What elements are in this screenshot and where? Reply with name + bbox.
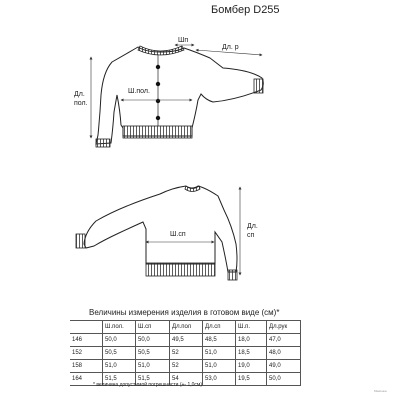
table-cell: 18,0 (236, 334, 267, 347)
back-hem-band (146, 263, 215, 276)
header-cell: Дл.сп (203, 321, 236, 334)
front-length-label (74, 91, 88, 107)
table-cell: 48,0 (267, 347, 301, 360)
header-cell: Ш.п. (236, 321, 267, 334)
size-cell: 158 (70, 360, 103, 373)
watermark: Мякишка (374, 389, 387, 393)
front-button (156, 116, 160, 120)
back-length-label-line2: сп (247, 232, 255, 239)
back-length-label (247, 223, 260, 239)
table-cell: 49,0 (267, 360, 301, 373)
back-view (76, 186, 260, 280)
table-header-row (70, 321, 301, 334)
table-cell: 48,5 (203, 334, 236, 347)
front-hem-band (123, 126, 192, 138)
front-length-label-line2: пол. (74, 100, 88, 107)
table-cell: 50,0 (136, 334, 170, 347)
header-cell (70, 321, 103, 334)
table-cell: 54 (170, 373, 203, 386)
table-cell: 51,0 (103, 360, 136, 373)
table-title: Величины измерения изделия в готовом виде (см)* (89, 308, 280, 317)
size-table (70, 320, 301, 386)
table-cell: 18,5 (236, 347, 267, 360)
back-chest-label: Ш.сп (170, 231, 186, 238)
table-cell: 19,5 (236, 373, 267, 386)
back-left-cuff (76, 234, 85, 248)
table-cell: 51,5 (136, 373, 170, 386)
table-cell: 47,0 (267, 334, 301, 347)
header-cell: Ш.пол. (103, 321, 136, 334)
collar-measure-label: Шп (178, 37, 189, 44)
size-cell: 164 (70, 373, 103, 386)
front-length-label-line1: Дл. (74, 91, 85, 98)
table-cell: 50,5 (103, 347, 136, 360)
front-button (156, 82, 160, 86)
table-cell: 51,0 (203, 347, 236, 360)
front-left-cuff (96, 139, 110, 147)
table-cell: 53,0 (203, 373, 236, 386)
front-button (156, 99, 160, 103)
header-cell: Ш.сп (136, 321, 170, 334)
size-cell: 152 (70, 347, 103, 360)
table-row (70, 347, 301, 360)
table-cell: 50,5 (136, 347, 170, 360)
table-cell: 51,5 (103, 373, 136, 386)
table-cell: 52 (170, 347, 203, 360)
front-chest-label: Ш.пол. (128, 88, 150, 95)
page-title: Бомбер D255 (211, 4, 280, 16)
sleeve-measure-label: Дл. р (222, 44, 239, 51)
front-view (74, 37, 263, 147)
back-length-label-line1: Дл. (247, 223, 258, 230)
table-cell: 50,0 (103, 334, 136, 347)
table-cell: 52 (170, 360, 203, 373)
back-right-cuff (228, 270, 237, 280)
table-row (70, 334, 301, 347)
table-cell: 51,0 (136, 360, 170, 373)
table-row (70, 360, 301, 373)
front-right-cuff (254, 79, 263, 93)
table-cell: 19,0 (236, 360, 267, 373)
back-body-outline (84, 186, 237, 272)
table-cell: 51,0 (203, 360, 236, 373)
size-cell: 146 (70, 334, 103, 347)
table-cell: 50,0 (267, 373, 301, 386)
header-cell: Дл.пол (170, 321, 203, 334)
table-note: * величина допустимой погрешности (+- 1,0см) (93, 382, 203, 388)
table-cell: 49,5 (170, 334, 203, 347)
front-button (156, 65, 160, 69)
header-cell: Дл.рук (267, 321, 301, 334)
